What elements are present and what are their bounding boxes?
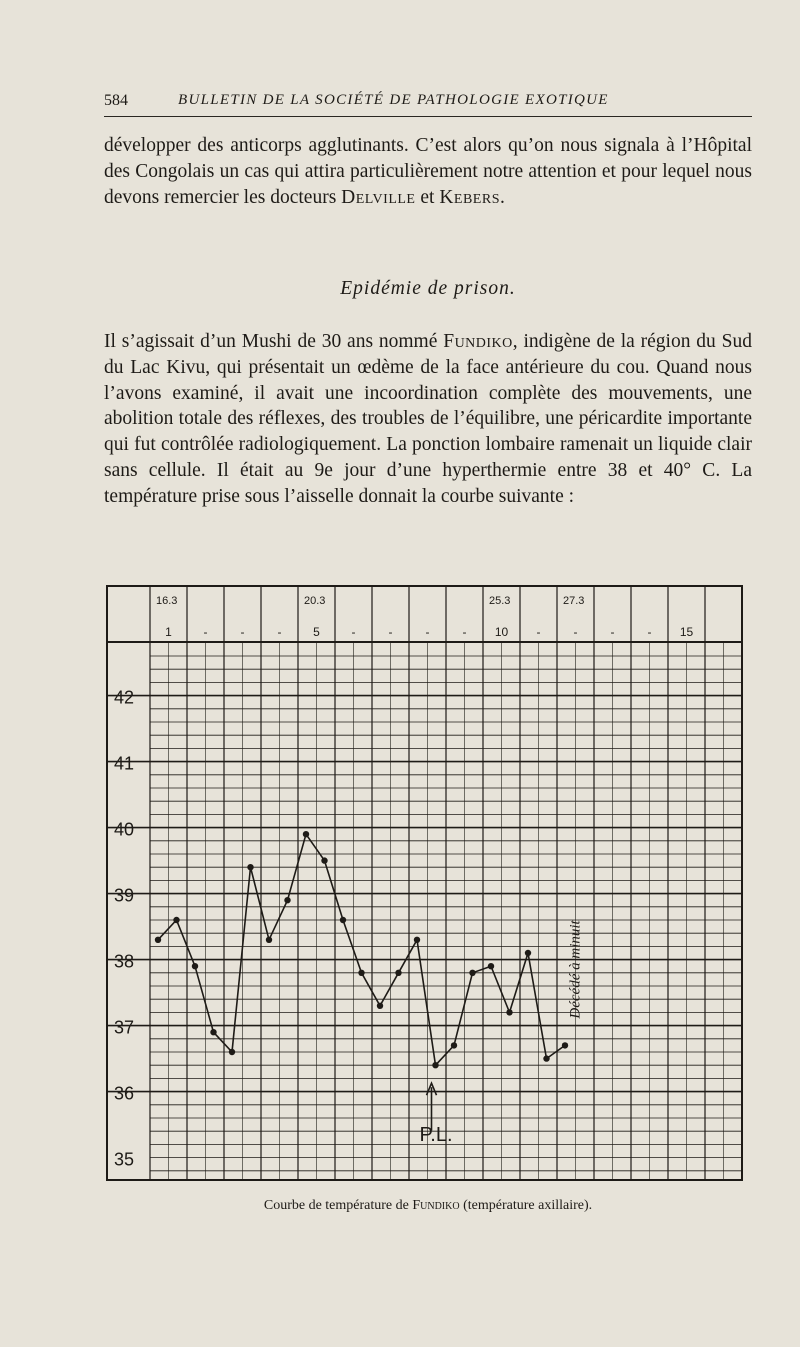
date-label: 20.3 xyxy=(304,595,326,607)
date-label: 27.3 xyxy=(563,595,585,607)
temperature-point xyxy=(192,963,198,969)
day-label: 5 xyxy=(313,625,320,639)
death-annotation: Décédé à minuit xyxy=(567,920,584,1019)
y-tick-label: 40 xyxy=(114,819,135,840)
temperature-point xyxy=(303,831,309,837)
lumbar-puncture-label: P.L. xyxy=(419,1124,453,1147)
y-tick-label: 35 xyxy=(114,1149,135,1170)
day-label: - xyxy=(647,625,652,639)
caption-text-b: (température axillaire). xyxy=(463,1198,593,1213)
caption-text-a: Courbe de température de xyxy=(263,1198,409,1213)
running-head-title: BULLETIN DE LA SOCIÉTÉ DE PATHOLOGIE EXOTIQUE xyxy=(178,92,609,108)
caption-patient-name: Fundiko xyxy=(412,1198,460,1213)
temperature-point xyxy=(321,857,327,863)
day-label: - xyxy=(351,625,356,639)
y-tick-label: 39 xyxy=(114,885,135,906)
day-label: - xyxy=(536,625,541,639)
paragraph-intro xyxy=(104,133,752,210)
temperature-point xyxy=(377,1003,383,1009)
temperature-point xyxy=(525,950,531,956)
day-label: 10 xyxy=(494,625,509,639)
temperature-point xyxy=(562,1042,568,1048)
day-label: - xyxy=(277,625,282,639)
y-tick-label: 37 xyxy=(114,1017,135,1038)
temperature-point xyxy=(488,963,494,969)
temperature-point xyxy=(340,917,346,923)
temperature-point xyxy=(506,1009,512,1015)
temperature-point xyxy=(451,1042,457,1048)
temperature-series-line xyxy=(158,834,565,1065)
running-header xyxy=(104,92,752,117)
temperature-point xyxy=(284,897,290,903)
temperature-chart xyxy=(106,584,746,1184)
paragraph-case-text-b: , indigène de la région du Sud du Lac Kivu, qui présentait un œdème de la face antérieure du cou. Quand nous l’avons examiné, il avait une incoordination complète des mouvements, une abolition totale des réflexes, des troubles de l’équilibre, une péricardite importante qui fut contrôlée radiologiquement. La ponction lombaire ramenait un liquide clair sans cellule. Il était au 9e jour d’une hyperthermie entre 38 et 40° C. La température prise sous l’aisselle donnait la courbe suivante : xyxy=(104,331,752,507)
day-label: - xyxy=(610,625,615,639)
patient-name: Fundiko xyxy=(443,331,513,352)
temperature-point xyxy=(155,937,161,943)
date-label: 25.3 xyxy=(489,595,511,607)
day-label: - xyxy=(203,625,208,639)
page-number: 584 xyxy=(104,92,128,109)
temperature-point xyxy=(229,1049,235,1055)
day-label: - xyxy=(240,625,245,639)
temperature-point xyxy=(395,970,401,976)
temperature-point xyxy=(432,1062,438,1068)
author-name-delville: Delville xyxy=(341,186,416,208)
y-tick-label: 41 xyxy=(114,753,135,774)
paragraph-intro-text: développer des anticorps agglutinants. C’est alors qu’on nous signala à l’Hôpital des Congolais un cas qui attira particulièrement notre attention et pour lequel nous devons remercier les docteurs xyxy=(104,135,752,208)
paragraph-case xyxy=(104,329,752,510)
temperature-point xyxy=(173,917,179,923)
day-label: 15 xyxy=(679,625,694,639)
temperature-point xyxy=(247,864,253,870)
y-tick-label: 42 xyxy=(114,687,135,708)
day-label: - xyxy=(425,625,430,639)
date-label: 16.3 xyxy=(156,595,178,607)
temperature-point xyxy=(543,1055,549,1061)
day-label: - xyxy=(462,625,467,639)
author-name-kebers: Kebers. xyxy=(439,186,506,208)
day-label: 1 xyxy=(165,625,172,639)
y-tick-label: 38 xyxy=(114,951,135,972)
temperature-point xyxy=(210,1029,216,1035)
temperature-point xyxy=(266,937,272,943)
temperature-point xyxy=(358,970,364,976)
temperature-point xyxy=(469,970,475,976)
y-tick-label: 36 xyxy=(114,1083,135,1104)
section-title: Epidémie de prison. xyxy=(340,278,516,299)
day-label: - xyxy=(573,625,578,639)
day-label: - xyxy=(388,625,393,639)
figure-caption xyxy=(104,1198,752,1214)
temperature-point xyxy=(414,937,420,943)
paragraph-case-text-a: Il s’agissait d’un Mushi de 30 ans nommé xyxy=(104,331,438,352)
conjunction: et xyxy=(420,186,435,208)
